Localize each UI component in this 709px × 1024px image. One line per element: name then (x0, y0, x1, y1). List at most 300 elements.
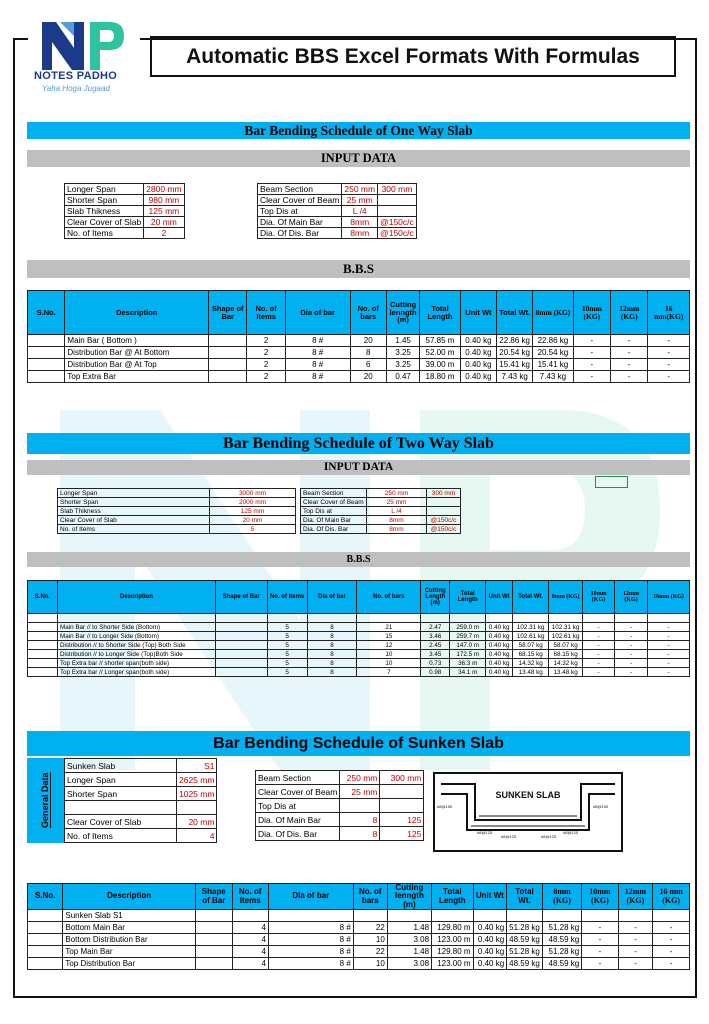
input-label[interactable]: No. of Items (65, 228, 144, 239)
table-cell[interactable]: 58.07 kg (549, 641, 583, 650)
table-cell[interactable]: 20 (350, 371, 386, 383)
table-cell[interactable]: 102.61 kg (513, 632, 549, 641)
input-value[interactable]: 300 mm (427, 489, 461, 498)
table-cell[interactable] (215, 659, 267, 668)
table-cell[interactable]: 5 (267, 650, 307, 659)
table-cell[interactable]: 0.40 kg (460, 347, 496, 359)
table-cell[interactable]: 0.40 kg (486, 659, 513, 668)
table-cell[interactable] (618, 910, 653, 922)
table-cell[interactable] (268, 910, 353, 922)
table-cell[interactable]: - (618, 934, 653, 946)
table-cell[interactable]: 15 (357, 632, 421, 641)
input-value[interactable]: @150c/c (378, 217, 417, 228)
table-cell[interactable] (28, 910, 63, 922)
table-cell[interactable]: 5 (267, 623, 307, 632)
table-cell[interactable]: 8 # (268, 934, 353, 946)
table-cell[interactable]: 57.85 m (420, 335, 460, 347)
table-cell[interactable]: - (648, 359, 690, 371)
table-cell[interactable]: 0.40 kg (460, 371, 496, 383)
table-cell[interactable] (57, 614, 215, 623)
table-cell[interactable] (307, 614, 357, 623)
input-value[interactable]: 300 mm (380, 771, 424, 785)
table-cell[interactable]: 51.28 kg (542, 946, 581, 958)
input-value[interactable]: 2800 mm (144, 184, 184, 195)
table-cell[interactable]: 7.43 kg (533, 371, 573, 383)
table-cell[interactable]: 4 (232, 958, 268, 970)
input-value[interactable]: 980 mm (144, 195, 184, 206)
input-value[interactable]: 8mm (342, 217, 378, 228)
input-label[interactable]: Slab Thikness (65, 206, 144, 217)
table-cell[interactable]: - (648, 632, 690, 641)
table-cell[interactable]: 259.0 m (450, 623, 486, 632)
input-label[interactable]: Shorter Span (65, 195, 144, 206)
table-cell[interactable]: Distribution Bar @ At Bottom (65, 347, 209, 359)
input-value[interactable] (380, 799, 424, 813)
table-cell[interactable] (486, 614, 513, 623)
input-value[interactable]: 4 (177, 829, 217, 843)
input-label[interactable]: Top Dis at (256, 799, 340, 813)
table-cell[interactable]: 0.40 kg (460, 359, 496, 371)
table-cell[interactable] (648, 614, 690, 623)
table-cell[interactable]: 172.5 m (450, 650, 486, 659)
table-cell[interactable]: - (618, 946, 653, 958)
table-cell[interactable]: 5 (267, 641, 307, 650)
table-cell[interactable]: - (648, 623, 690, 632)
table-cell[interactable]: 10 (357, 659, 421, 668)
table-cell[interactable] (195, 922, 232, 934)
input-label[interactable]: Beam Section (256, 771, 340, 785)
table-cell[interactable] (215, 632, 267, 641)
table-cell[interactable] (195, 934, 232, 946)
table-cell[interactable]: - (653, 922, 690, 934)
table-cell[interactable]: 8 # (268, 946, 353, 958)
table-cell[interactable]: 8 # (285, 359, 350, 371)
table-cell[interactable]: 52.00 m (420, 347, 460, 359)
input-label[interactable]: Slab Thikness (58, 507, 210, 516)
input-value[interactable] (427, 498, 461, 507)
table-cell[interactable] (28, 623, 58, 632)
table-cell[interactable]: 8 # (285, 335, 350, 347)
table-cell[interactable]: - (583, 659, 615, 668)
table-cell[interactable]: - (583, 641, 615, 650)
table-cell[interactable] (28, 641, 58, 650)
table-cell[interactable] (195, 910, 232, 922)
input-label[interactable]: No. of Items (58, 525, 210, 534)
table-cell[interactable] (232, 910, 268, 922)
table-cell[interactable] (215, 641, 267, 650)
table-cell[interactable]: 0.40 kg (486, 650, 513, 659)
table-cell[interactable] (208, 347, 246, 359)
table-cell[interactable] (507, 910, 543, 922)
input-value[interactable]: 8 (340, 827, 380, 841)
table-cell[interactable]: 13.48 kg (513, 668, 549, 677)
table-cell[interactable]: 8 (307, 668, 357, 677)
table-cell[interactable] (28, 359, 65, 371)
input-value[interactable] (177, 801, 217, 815)
table-cell[interactable]: 14.32 kg (513, 659, 549, 668)
input-label[interactable]: Sunken Slab (65, 759, 177, 773)
table-cell[interactable]: Sunken Slab S1 (63, 910, 196, 922)
input-value[interactable]: 8mm (367, 516, 427, 525)
table-cell[interactable]: 20.54 kg (533, 347, 573, 359)
table-cell[interactable]: 3.46 (421, 632, 450, 641)
table-cell[interactable]: 10 (353, 934, 387, 946)
table-cell[interactable]: 8 (307, 623, 357, 632)
table-cell[interactable]: Top Extra bar // shorter span(both side) (57, 659, 215, 668)
table-cell[interactable]: - (653, 934, 690, 946)
table-cell[interactable]: 2 (247, 347, 285, 359)
selected-cell[interactable] (595, 476, 628, 488)
table-cell[interactable]: 8 # (285, 371, 350, 383)
table-cell[interactable]: 51.28 kg (507, 922, 543, 934)
table-cell[interactable]: 20.54 kg (497, 347, 533, 359)
table-cell[interactable]: 3.08 (387, 958, 431, 970)
table-cell[interactable] (542, 910, 581, 922)
table-cell[interactable]: Top Extra bar // Longer span(both side) (57, 668, 215, 677)
table-cell[interactable]: 7 (357, 668, 421, 677)
table-cell[interactable]: 14.32 kg (549, 659, 583, 668)
table-cell[interactable]: 123.00 m (432, 934, 473, 946)
input-label[interactable]: Dia. Of Main Bar (258, 217, 342, 228)
table-cell[interactable] (215, 668, 267, 677)
input-value[interactable]: 125 (380, 813, 424, 827)
table-cell[interactable] (615, 614, 648, 623)
table-cell[interactable] (353, 910, 387, 922)
input-label[interactable] (65, 801, 177, 815)
input-label[interactable]: Dia. Of Main Bar (256, 813, 340, 827)
table-cell[interactable]: 8 # (268, 958, 353, 970)
table-cell[interactable]: Distribution Bar @ At Top (65, 359, 209, 371)
table-cell[interactable]: 1.48 (387, 946, 431, 958)
table-cell[interactable]: 2 (247, 335, 285, 347)
table-cell[interactable]: - (648, 347, 690, 359)
input-value[interactable]: 25 mm (367, 498, 427, 507)
table-cell[interactable]: - (615, 668, 648, 677)
table-cell[interactable]: 22.86 kg (533, 335, 573, 347)
table-cell[interactable]: 22 (353, 946, 387, 958)
table-cell[interactable] (28, 614, 58, 623)
table-cell[interactable]: 3.25 (386, 347, 419, 359)
table-cell[interactable]: - (648, 650, 690, 659)
table-cell[interactable]: 4 (232, 922, 268, 934)
table-cell[interactable]: 4 (232, 934, 268, 946)
table-cell[interactable]: 129.80 m (432, 922, 473, 934)
input-value[interactable]: 25 mm (342, 195, 378, 206)
table-cell[interactable] (215, 614, 267, 623)
table-cell[interactable]: 0.40 kg (486, 632, 513, 641)
table-cell[interactable]: 5 (267, 659, 307, 668)
input-value[interactable] (378, 206, 417, 217)
table-cell[interactable]: 5 (267, 632, 307, 641)
table-cell[interactable] (387, 910, 431, 922)
table-cell[interactable]: - (611, 347, 648, 359)
input-label[interactable]: No. of Items (65, 829, 177, 843)
table-cell[interactable]: - (582, 958, 618, 970)
table-cell[interactable] (583, 614, 615, 623)
table-cell[interactable] (549, 614, 583, 623)
input-value[interactable] (427, 507, 461, 516)
table-cell[interactable]: 68.15 kg (513, 650, 549, 659)
table-cell[interactable]: 7.43 kg (497, 371, 533, 383)
input-value[interactable]: 20 mm (144, 217, 184, 228)
table-cell[interactable] (28, 922, 63, 934)
input-label[interactable]: Dia. Of Dis. Bar (258, 228, 342, 239)
table-cell[interactable]: 51.28 kg (542, 922, 581, 934)
input-value[interactable]: 3000 mm (210, 489, 296, 498)
table-cell[interactable]: 123.00 m (432, 958, 473, 970)
table-cell[interactable]: 8 (307, 641, 357, 650)
input-label[interactable]: Longer Span (65, 773, 177, 787)
table-cell[interactable]: Main Bar // to Shorter Side (Bottom) (57, 623, 215, 632)
table-cell[interactable] (208, 359, 246, 371)
table-cell[interactable]: Top Distribution Bar (63, 958, 196, 970)
table-cell[interactable]: - (583, 632, 615, 641)
table-cell[interactable] (208, 335, 246, 347)
table-cell[interactable]: - (611, 335, 648, 347)
table-cell[interactable]: - (618, 958, 653, 970)
table-cell[interactable]: 0.47 (386, 371, 419, 383)
table-cell[interactable] (208, 371, 246, 383)
input-label[interactable]: Top Dis at (258, 206, 342, 217)
input-value[interactable]: 20 mm (177, 815, 217, 829)
table-cell[interactable]: - (583, 623, 615, 632)
input-value[interactable]: 5 (210, 525, 296, 534)
table-cell[interactable]: 2.45 (421, 641, 450, 650)
input-value[interactable]: 25 mm (340, 785, 380, 799)
table-cell[interactable]: 39.00 m (420, 359, 460, 371)
table-cell[interactable]: 102.31 kg (513, 623, 549, 632)
table-cell[interactable] (215, 623, 267, 632)
table-cell[interactable]: 58.07 kg (513, 641, 549, 650)
table-cell[interactable]: 3.08 (387, 934, 431, 946)
input-label[interactable]: Dia. Of Dis. Bar (301, 525, 367, 534)
table-cell[interactable]: - (583, 668, 615, 677)
table-cell[interactable]: - (573, 347, 610, 359)
table-cell[interactable]: Distribution // to Shorter Side (Top) Both Side (57, 641, 215, 650)
table-cell[interactable]: 0.40 kg (460, 335, 496, 347)
table-cell[interactable] (195, 946, 232, 958)
input-value[interactable]: L /4 (342, 206, 378, 217)
table-cell[interactable]: 6 (350, 359, 386, 371)
table-cell[interactable]: 3.25 (386, 359, 419, 371)
table-cell[interactable]: 2 (247, 359, 285, 371)
table-cell[interactable]: - (648, 668, 690, 677)
table-cell[interactable]: 34.1 m (450, 668, 486, 677)
table-cell[interactable]: 48.59 kg (542, 958, 581, 970)
input-value[interactable]: L /4 (367, 507, 427, 516)
table-cell[interactable]: 0.98 (421, 668, 450, 677)
table-cell[interactable]: 22 (353, 922, 387, 934)
table-cell[interactable] (28, 632, 58, 641)
input-value[interactable] (378, 195, 417, 206)
table-cell[interactable]: 0.40 kg (473, 934, 507, 946)
input-label[interactable]: Clear Cover of Beam (301, 498, 367, 507)
input-value[interactable] (380, 785, 424, 799)
table-cell[interactable]: 2 (247, 371, 285, 383)
table-cell[interactable]: 10 (357, 650, 421, 659)
table-cell[interactable]: - (583, 650, 615, 659)
table-cell[interactable]: - (648, 659, 690, 668)
table-cell[interactable]: 12 (357, 641, 421, 650)
input-label[interactable]: Clear Cover of Beam (256, 785, 340, 799)
input-value[interactable]: 8mm (342, 228, 378, 239)
table-cell[interactable]: 48.59 kg (507, 934, 543, 946)
table-cell[interactable]: - (573, 371, 610, 383)
table-cell[interactable]: 20 (350, 335, 386, 347)
input-label[interactable]: Beam Section (258, 184, 342, 195)
table-cell[interactable]: - (573, 335, 610, 347)
table-cell[interactable] (28, 946, 63, 958)
table-cell[interactable]: 18.80 m (420, 371, 460, 383)
table-cell[interactable]: Bottom Main Bar (63, 922, 196, 934)
table-cell[interactable]: 5 (267, 668, 307, 677)
table-cell[interactable]: 15.41 kg (497, 359, 533, 371)
table-cell[interactable]: 48.59 kg (507, 958, 543, 970)
table-cell[interactable]: 102.31 kg (549, 623, 583, 632)
table-cell[interactable]: Distribution // to Longer Side (Top)Both Side (57, 650, 215, 659)
table-cell[interactable]: 48.59 kg (542, 934, 581, 946)
table-cell[interactable]: Top Extra Bar (65, 371, 209, 383)
input-value[interactable]: 8 (340, 813, 380, 827)
table-cell[interactable] (473, 910, 507, 922)
table-cell[interactable]: 3.45 (421, 650, 450, 659)
input-value[interactable]: 250 mm (367, 489, 427, 498)
table-cell[interactable]: - (648, 335, 690, 347)
input-value[interactable]: 250 mm (342, 184, 378, 195)
table-cell[interactable] (28, 347, 65, 359)
input-label[interactable]: Clear Cover of Slab (65, 217, 144, 228)
table-cell[interactable]: 0.40 kg (486, 668, 513, 677)
input-label[interactable]: Shorter Span (65, 787, 177, 801)
table-cell[interactable]: 22.86 kg (497, 335, 533, 347)
table-cell[interactable] (28, 659, 58, 668)
input-label[interactable]: Clear Cover of Slab (58, 516, 210, 525)
input-value[interactable]: 1025 mm (177, 787, 217, 801)
input-label[interactable]: Dia. Of Main Bar (301, 516, 367, 525)
table-cell[interactable]: 0.40 kg (486, 641, 513, 650)
table-cell[interactable]: 51.28 kg (507, 946, 543, 958)
table-cell[interactable]: 10 (353, 958, 387, 970)
table-cell[interactable] (421, 614, 450, 623)
table-cell[interactable]: 1.48 (387, 922, 431, 934)
table-cell[interactable]: 0.73 (421, 659, 450, 668)
input-value[interactable]: 125 mm (144, 206, 184, 217)
input-value[interactable]: 8mm (367, 525, 427, 534)
table-cell[interactable]: - (615, 659, 648, 668)
table-cell[interactable] (450, 614, 486, 623)
input-value[interactable]: 125 mm (210, 507, 296, 516)
table-cell[interactable]: 147.0 m (450, 641, 486, 650)
table-cell[interactable]: 4 (232, 946, 268, 958)
table-cell[interactable]: - (615, 641, 648, 650)
table-cell[interactable]: 21 (357, 623, 421, 632)
table-cell[interactable]: 0.40 kg (473, 922, 507, 934)
table-cell[interactable]: 8 (307, 632, 357, 641)
table-cell[interactable]: Main Bar // to Longer Side (Bottom) (57, 632, 215, 641)
input-value[interactable]: 250 mm (340, 771, 380, 785)
table-cell[interactable]: - (653, 958, 690, 970)
table-cell[interactable]: 13.48 kg (549, 668, 583, 677)
table-cell[interactable]: Top Main Bar (63, 946, 196, 958)
table-cell[interactable]: 259.7 m (450, 632, 486, 641)
table-cell[interactable]: 8 (307, 650, 357, 659)
table-cell[interactable]: 68.15 kg (549, 650, 583, 659)
table-cell[interactable]: - (582, 922, 618, 934)
table-cell[interactable]: 8 (350, 347, 386, 359)
table-cell[interactable]: Bottom Distribution Bar (63, 934, 196, 946)
table-cell[interactable] (28, 934, 63, 946)
table-cell[interactable]: 0.40 kg (486, 623, 513, 632)
table-cell[interactable]: - (618, 922, 653, 934)
table-cell[interactable]: - (648, 641, 690, 650)
table-cell[interactable] (28, 668, 58, 677)
input-value[interactable]: 20 mm (210, 516, 296, 525)
table-cell[interactable]: - (615, 632, 648, 641)
table-cell[interactable] (357, 614, 421, 623)
table-cell[interactable] (28, 958, 63, 970)
input-value[interactable]: @150c/c (427, 525, 461, 534)
input-value[interactable]: 125 (380, 827, 424, 841)
table-cell[interactable]: 0.40 kg (473, 946, 507, 958)
input-label[interactable]: Clear Cover of Slab (65, 815, 177, 829)
input-value[interactable]: @150c/c (378, 228, 417, 239)
table-cell[interactable]: 8 # (268, 922, 353, 934)
input-value[interactable]: @150c/c (427, 516, 461, 525)
input-value[interactable]: 2625 mm (177, 773, 217, 787)
table-cell[interactable] (432, 910, 473, 922)
input-label[interactable]: Longer Span (65, 184, 144, 195)
table-cell[interactable]: 1.45 (386, 335, 419, 347)
table-cell[interactable]: - (648, 371, 690, 383)
input-value[interactable] (340, 799, 380, 813)
table-cell[interactable]: 129.80 m (432, 946, 473, 958)
table-cell[interactable]: - (615, 650, 648, 659)
table-cell[interactable] (195, 958, 232, 970)
table-cell[interactable]: - (615, 623, 648, 632)
input-value[interactable]: 2 (144, 228, 184, 239)
table-cell[interactable] (28, 335, 65, 347)
table-cell[interactable]: 0.40 kg (473, 958, 507, 970)
table-cell[interactable]: 102.61 kg (549, 632, 583, 641)
table-cell[interactable] (513, 614, 549, 623)
input-label[interactable]: Clear Cover of Beam (258, 195, 342, 206)
table-cell[interactable] (215, 650, 267, 659)
table-cell[interactable] (28, 650, 58, 659)
table-cell[interactable] (28, 371, 65, 383)
input-value[interactable]: 2000 mm (210, 498, 296, 507)
input-label[interactable]: Top Dis at (301, 507, 367, 516)
input-value[interactable]: S1 (177, 759, 217, 773)
table-cell[interactable]: 15.41 kg (533, 359, 573, 371)
table-cell[interactable]: 8 (307, 659, 357, 668)
table-cell[interactable]: - (611, 371, 648, 383)
input-label[interactable]: Beam Section (301, 489, 367, 498)
table-cell[interactable]: 36.3 m (450, 659, 486, 668)
table-cell[interactable]: - (573, 359, 610, 371)
input-label[interactable]: Longer Span (58, 489, 210, 498)
table-cell[interactable]: - (582, 946, 618, 958)
input-value[interactable]: 300 mm (378, 184, 417, 195)
table-cell[interactable]: - (582, 934, 618, 946)
table-cell[interactable]: - (653, 946, 690, 958)
table-cell[interactable]: 8 # (285, 347, 350, 359)
table-cell[interactable]: - (611, 359, 648, 371)
input-label[interactable]: Shorter Span (58, 498, 210, 507)
table-cell[interactable] (267, 614, 307, 623)
table-cell[interactable]: 2.47 (421, 623, 450, 632)
table-cell[interactable]: Main Bar ( Bottom ) (65, 335, 209, 347)
table-cell[interactable] (653, 910, 690, 922)
